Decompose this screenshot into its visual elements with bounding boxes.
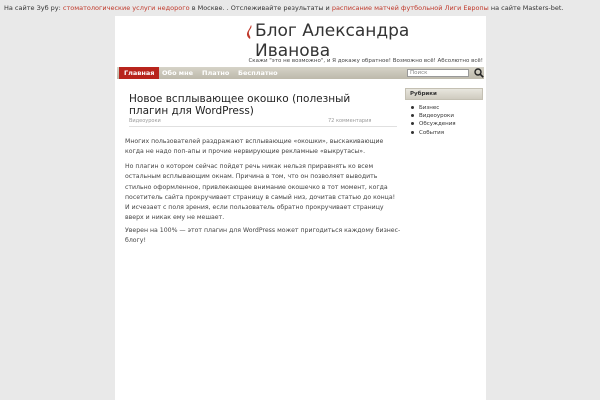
- promo-link-schedule[interactable]: расписание матчей футбольной Лиги Европы: [331, 4, 489, 12]
- post-comments-link[interactable]: 72 комментария: [328, 118, 372, 124]
- sidebar-item-events[interactable]: [411, 129, 483, 137]
- nav-item-about[interactable]: Обо мне: [162, 69, 194, 77]
- post-paragraph-3: Уверен на 100% — этот плагин для WordPress может пригодиться каждому бизнес-блогу!: [125, 227, 401, 245]
- post-divider: [129, 126, 397, 127]
- page-container: [115, 16, 486, 400]
- promo-link-dental[interactable]: стоматологические услуги недорого: [62, 4, 190, 12]
- bullet-icon: [411, 106, 414, 109]
- sidebar-item-label: Видеоуроки: [419, 113, 454, 120]
- sidebar-item-label: Бизнес: [419, 105, 440, 111]
- sidebar-item-label: Обсуждения: [419, 121, 456, 128]
- promo-suffix: на сайте Masters-bet.: [488, 4, 564, 12]
- nav-item-free[interactable]: Бесплатно: [238, 69, 278, 77]
- post-category-link[interactable]: Видеоуроки: [129, 118, 161, 124]
- post-paragraph-1: Многих пользователей раздражают всплывающие «окошки», выскакивающие когда не надо поп-апы и прочие нервирующие рекламные «выкрутасы».: [125, 138, 384, 156]
- sidebar: [405, 88, 483, 137]
- top-promo-bar: [4, 4, 596, 12]
- main-navigation: [117, 67, 484, 79]
- sidebar-item-label: События: [419, 129, 445, 136]
- nav-item-home[interactable]: Главная: [119, 67, 159, 79]
- post-paragraph-2: Но плагин о котором сейчас пойдет речь никак нельзя приравнять ко всем остальным всплывающим окнам. Причина в том, что он позволяет выводить стильно оформленное, привлекающее внимание окошечко в тот момент, когда посетитель сайта прокручивает страницу в самый низ, дочитав статью до конца! И исчезает с поля зрения, если пользователь обратно прокручивает страницу вверх и никак ему не мешает.: [125, 163, 396, 222]
- category-list: [405, 104, 483, 137]
- sidebar-item-discussions[interactable]: [411, 120, 483, 128]
- post-title[interactable]: Новое всплывающее окошко (полезный плагин для WordPress): [129, 93, 351, 117]
- nav-item-paid[interactable]: Платно: [202, 69, 230, 77]
- sidebar-item-video[interactable]: [411, 112, 483, 120]
- flame-logo-icon: [245, 25, 255, 39]
- promo-prefix: На сайте Зуб ру:: [4, 4, 63, 12]
- bullet-icon: [411, 131, 414, 134]
- bullet-icon: [411, 114, 414, 117]
- bullet-icon: [411, 122, 414, 125]
- blog-tagline: Скажи "это не возможно", и Я докажу обратное! Возможно всё! Абсолютно всё!: [248, 58, 483, 64]
- sidebar-item-business[interactable]: [411, 104, 483, 112]
- promo-middle: в Москве. . Отслеживайте результаты и: [189, 4, 332, 12]
- search-icon[interactable]: [474, 68, 484, 78]
- search-input[interactable]: Поиск: [407, 69, 469, 77]
- blog-title[interactable]: Блог Александра Иванова: [255, 21, 410, 61]
- sidebar-heading-categories: Рубрики: [405, 88, 483, 100]
